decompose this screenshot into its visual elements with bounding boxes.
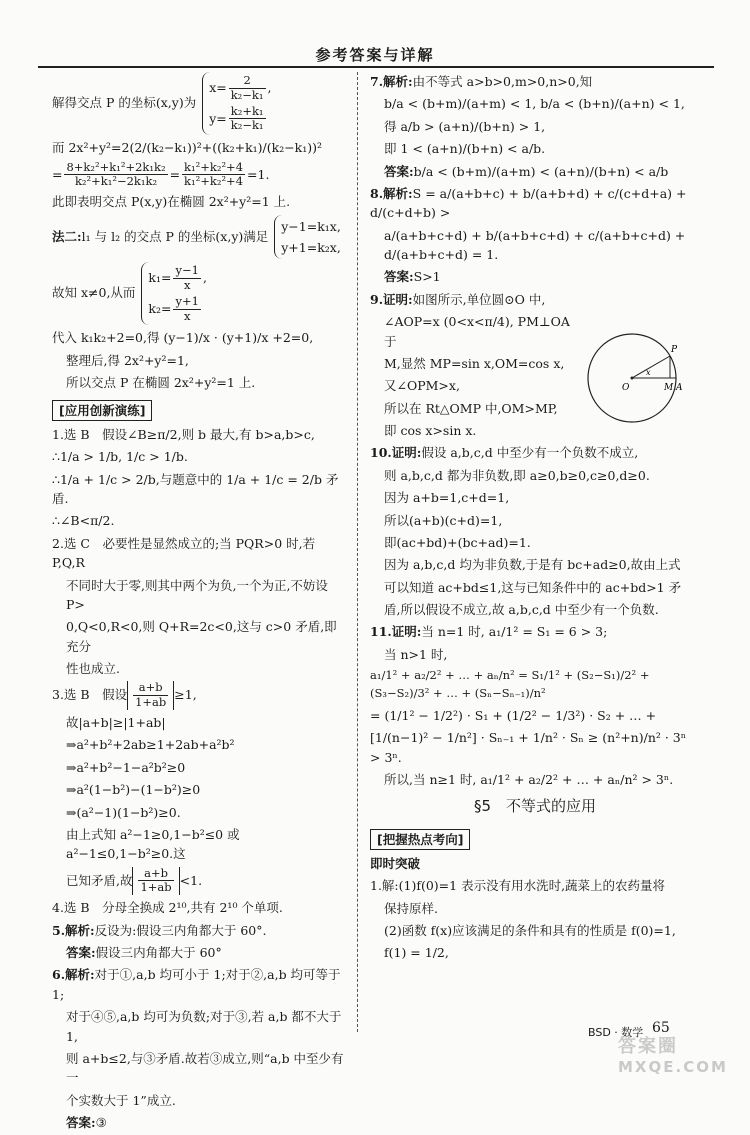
method-two [52,215,347,260]
frac-den: k₂−k₁ [230,118,264,133]
q9-line: 又∠OPM>x, [384,378,460,394]
q11-line: a₁/1² + a₂/2² + … + aₙ/n² = S₁/1² + (S₂−S₁)/2² + (S₃−S₂)/3² + … + (Sₙ−Sₙ₋₁)/n² [370,668,650,700]
answer-label: 答案: [384,163,414,179]
q6-line: 个实数大于 1”成立. [66,1092,176,1108]
abs-value [132,867,179,896]
k-system-line [52,262,347,325]
label-a: A [676,383,683,393]
q11-line: 所以,当 n≥1 时, a₁/1² + a₂/2² + … + aₙ/n² > 3ⁿ. [384,771,674,787]
sys-x-label: x= [209,79,227,95]
q5-line [52,921,347,940]
frac [173,264,200,293]
intersection-solution [52,72,347,135]
frac-den: 1+ab [135,695,167,710]
q3-line: ⇒a²(1−b²)−(1−b²)≥0 [66,782,201,798]
page-number: 65 [652,1020,670,1036]
section-title: §5 不等式的应用 [473,797,597,816]
q7-line: 得 a/b > (a+n)/(b+n) > 1, [384,118,546,134]
q1-line: ∴1/a + 1/c > 2/b,与题意中的 1/a + 1/c = 2/b 矛盾. [52,471,339,507]
conclusion-line: 所以交点 P 在椭圆 2x²+y²=1 上. [66,375,256,391]
answer-label: 答案: [384,269,414,285]
r1-line: f(1) = 1/2, [384,945,449,961]
left-column [52,72,347,1135]
q8-line: a/(a+b+c+d) + b/(a+b+c+d) + c/(a+b+c+d) + d/(a+b+c+d) = 1. [384,227,686,262]
q10-line: 则 a,b,c,d 都为非负数,即 a≥0,b≥0,c≥0,d≥0. [384,467,650,483]
k2-label: k₂= [148,300,172,316]
q5-answer [52,943,347,962]
r1-line: 保持原样. [384,900,438,916]
q2-line: 性也成立. [66,661,120,677]
q3-line [52,681,347,710]
q9-line: ∠AOP=x (0<x<π/4), PM⊥OA 于 [384,314,570,349]
equation-line: = $\frac{\text{8+k₂²+k₁²+2k₁k₂}}{\text{k₂²+k₁²−2k₁k₂}}$ = $\frac{\text{k₁²+k₂²+4}}{\text{k₁²+k₂²+4}}$ =1. [52,159,270,189]
q-text: S = a/(a+b+c) + b/(a+b+d) + c/(c+d+a) + d/(c+d+b) > [370,185,687,221]
q3-line [52,867,347,896]
q3-line: 由上式知 a²−1≥0,1−b²≤0 或 a²−1≤0,1−b²≥0.这 [66,826,240,862]
answer-label: 答案: [66,1115,96,1131]
k-system: k₁= $\frac{y-1}{x}$ , k₂= $\frac{y+1}{x}$ [141,262,207,325]
frac-num: k₁²+k₂²+4 [184,159,244,174]
section-label: 把握热点考向 [382,831,458,847]
section-hot: [把握热点考向] [370,829,470,850]
frac-num: 2 [229,74,266,89]
section-label: 应用创新演练 [64,402,140,418]
q1-line: 1.选 B 假设∠B≥π/2,则 b 最大,有 b>a,b>c, [52,426,315,442]
tidy-line: 整理后,得 2x²+y²=1, [66,352,189,368]
q8-line [370,184,700,223]
q-label: 5.解析: [52,922,95,938]
frac-den: x [183,278,191,293]
frac-den: k₁²+k₂²+4 [184,174,244,189]
frac-num: k₂+k₁ [230,103,264,118]
q10-line [370,443,700,462]
sys-row: y+1=k₂x, [281,239,341,255]
r1-line: 1.解:(1)f(0)=1 表示没有用水洗时,蔬菜上的农药量将 [370,878,666,894]
q6-line: 则 a+b≤2,与③矛盾.故若③成立,则“a,b 中至少有一 [66,1050,344,1086]
q2-line: 不同时大于零,则其中两个为负,一个为正,不妨设 P> [66,577,328,612]
origin-point [631,377,634,380]
q6-line: 对于④⑤,a,b 均可为负数;对于③,若 a,b 都不大于 1, [66,1009,342,1044]
q2-line: 2.选 C 必要性是显然成立的;当 PQR>0 时,若 P,Q,R [52,535,316,571]
method-label: 法二: [52,228,82,244]
hence-text: 故知 x≠0,从而 [52,285,136,301]
q7-line: 即 1 < (a+n)/(b+n) < a/b. [384,141,546,157]
q7-answer [370,162,700,181]
q11-line: = (1/1² − 1/2²) · S₁ + (1/2² − 1/3²) · S₂ + … + [370,707,657,723]
header-rule [38,66,714,68]
q9-line: 即 cos x>sin x. [384,423,477,438]
footer-code: BSD · 数学 [588,1026,644,1039]
q-text: 反设为:假设三内角都大于 60°. [94,922,267,938]
q6-answer [52,1113,347,1132]
q7-line: b/a < (b+m)/(a+m) < 1, b/a < (b+n)/(a+n) < 1, [384,96,685,112]
q-label: 6.解析: [52,967,95,983]
q2-line: 0,Q<0,R<0,则 Q+R=2c<0,这与 c>0 矛盾,即充分 [66,619,337,654]
q-text: 当 n=1 时, a₁/1² = S₁ = 6 > 3; [421,624,608,640]
q10-line: 盾,所以假设不成立,故 a,b,c,d 中至少有一个负数. [384,602,659,617]
frac-x [229,74,266,103]
q10-line: 可以知道 ac+bd≤1,这与已知条件中的 ac+bd>1 矛 [384,579,682,595]
frac [173,295,200,324]
q1-line: ∴∠B<π/2. [52,513,115,529]
unit-circle-figure [580,330,690,430]
frac-den: k₂−k₁ [230,87,264,102]
q9-line: M,显然 MP=sin x,OM=cos x, [384,355,565,371]
q-label: 7.解析: [370,74,413,89]
k1-label: k₁= [148,270,172,286]
answer-label: 答案: [66,945,96,961]
q10-line: 因为 a,b,c,d 均为非负数,于是有 bc+ad≥0,故由上式 [384,557,681,573]
q1-line: ∴1/a > 1/b, 1/c > 1/b. [52,449,188,465]
q-text: 由不等式 a>b>0,m>0,n>0,知 [412,74,593,89]
q3-post: <1. [179,872,203,888]
method-text: l₁ 与 l₂ 的交点 P 的坐标(x,y)满足 [81,228,269,244]
frac [138,867,173,896]
q9-line [370,290,580,309]
frac-den: 1+ab [140,880,172,895]
q-label: 9.证明: [370,291,413,307]
frac-num: y+1 [175,293,199,308]
abs-value [127,681,174,710]
m2-system [274,215,341,260]
page-header-title: 参考答案与详解 [315,46,435,64]
equation-end: =1. [247,166,270,182]
q10-line: 因为 a+b=1,c+d=1, [384,490,510,506]
equation-line: 而 2x²+y²=2(2/(k₂−k₁))²+((k₂+k₁)/(k₂−k₁))² [52,140,323,156]
q10-line: 所以(a+b)(c+d)=1, [384,512,503,528]
q4-line: 4.选 B 分母全换成 2¹⁰,共有 2¹⁰ 个单项. [52,900,283,916]
substitute-line: 代入 k₁k₂+2=0,得 (y−1)/x · (y+1)/x +2=0, [52,330,314,346]
sys-row: y−1=k₁x, [281,218,341,234]
section-practice: [应用创新演练] [52,400,152,421]
q3-line: ⇒(a²−1)(1−b²)≥0. [66,804,181,820]
right-column [370,72,700,966]
frac-num: a+b [138,867,173,882]
frac [64,161,167,190]
sys-y-label: y= [209,110,227,126]
column-divider [357,72,358,1032]
answer-text: S>1 [413,269,441,285]
r1-line: (2)函数 f(x)应该满足的条件和具有的性质是 f(0)=1, [384,923,676,938]
q-label: 10.证明: [370,445,422,461]
solution-intro: 解得交点 P 的坐标(x,y)为 [52,95,197,111]
frac-num: y−1 [175,263,199,278]
watermark-top: 答案圈 [618,1036,678,1057]
label-p: P [671,345,678,355]
answer-text: ③ [95,1115,107,1131]
coordinate-system: x= $\frac{2}{\text{k₂−k₁}}$ , y= $\frac{\text{k₂+k₁}}{\text{k₂−k₁}}$ [202,72,271,135]
frac [182,161,245,190]
answer-text: b/a < (b+m)/(a+m) < (a+n)/(b+n) < a/b [413,163,669,179]
instant-heading: 即时突破 [370,855,421,871]
q9-line: 所以在 Rt△OMP 中,OM>MP, [384,400,558,416]
label-o: O [622,383,630,393]
q-text: 对于①,a,b 均可小于 1;对于②,a,b 均可等于 1; [52,967,341,1002]
q3-post: ≥1, [174,687,197,703]
q-text: 如图所示,单位圆⊙O 中, [412,291,546,307]
q-label: 8.解析: [370,185,413,201]
label-m: M [664,383,674,393]
frac-num: a+b [133,681,168,696]
q6-line [52,965,347,1004]
conclusion-line: 此即表明交点 P(x,y)在椭圆 2x²+y²=1 上. [52,194,291,210]
frac-den: k₂²+k₁²−2k₁k₂ [74,174,158,189]
frac-den: x [183,308,191,323]
q-label: 11.证明: [370,624,422,640]
q7-line [370,72,700,91]
answer-text: 假设三内角都大于 60° [95,945,222,961]
q3-pre: 已知矛盾,故 [66,872,133,888]
q3-line: ⇒a²+b²+2ab≥1+2ab+a²b² [66,737,235,753]
q3-line: 故|a+b|≥|1+ab| [66,715,166,731]
label-x: x [646,368,651,377]
frac-y [229,105,266,134]
watermark-bottom: MXQE.COM [618,1058,728,1076]
watermark [618,1032,736,1078]
q8-answer [370,267,700,286]
frac-num: 8+k₂²+k₁²+2k₁k₂ [66,159,166,174]
q10-line: 即(ac+bd)+(bc+ad)=1. [384,534,531,550]
q3-pre: 3.选 B 假设 [52,687,128,703]
ray-op [632,356,670,378]
q11-line: 当 n>1 时, [384,646,448,662]
q11-line [370,622,700,641]
q-text: 假设 a,b,c,d 中至少有一个负数不成立, [421,445,639,461]
frac [133,681,168,710]
q3-line: ⇒a²+b²−1−a²b²≥0 [66,759,186,775]
q11-line: [1/(n−1)² − 1/n²] · Sₙ₋₁ + 1/n² · Sₙ ≥ (n²+n)/n² · 3ⁿ > 3ⁿ. [370,730,687,765]
